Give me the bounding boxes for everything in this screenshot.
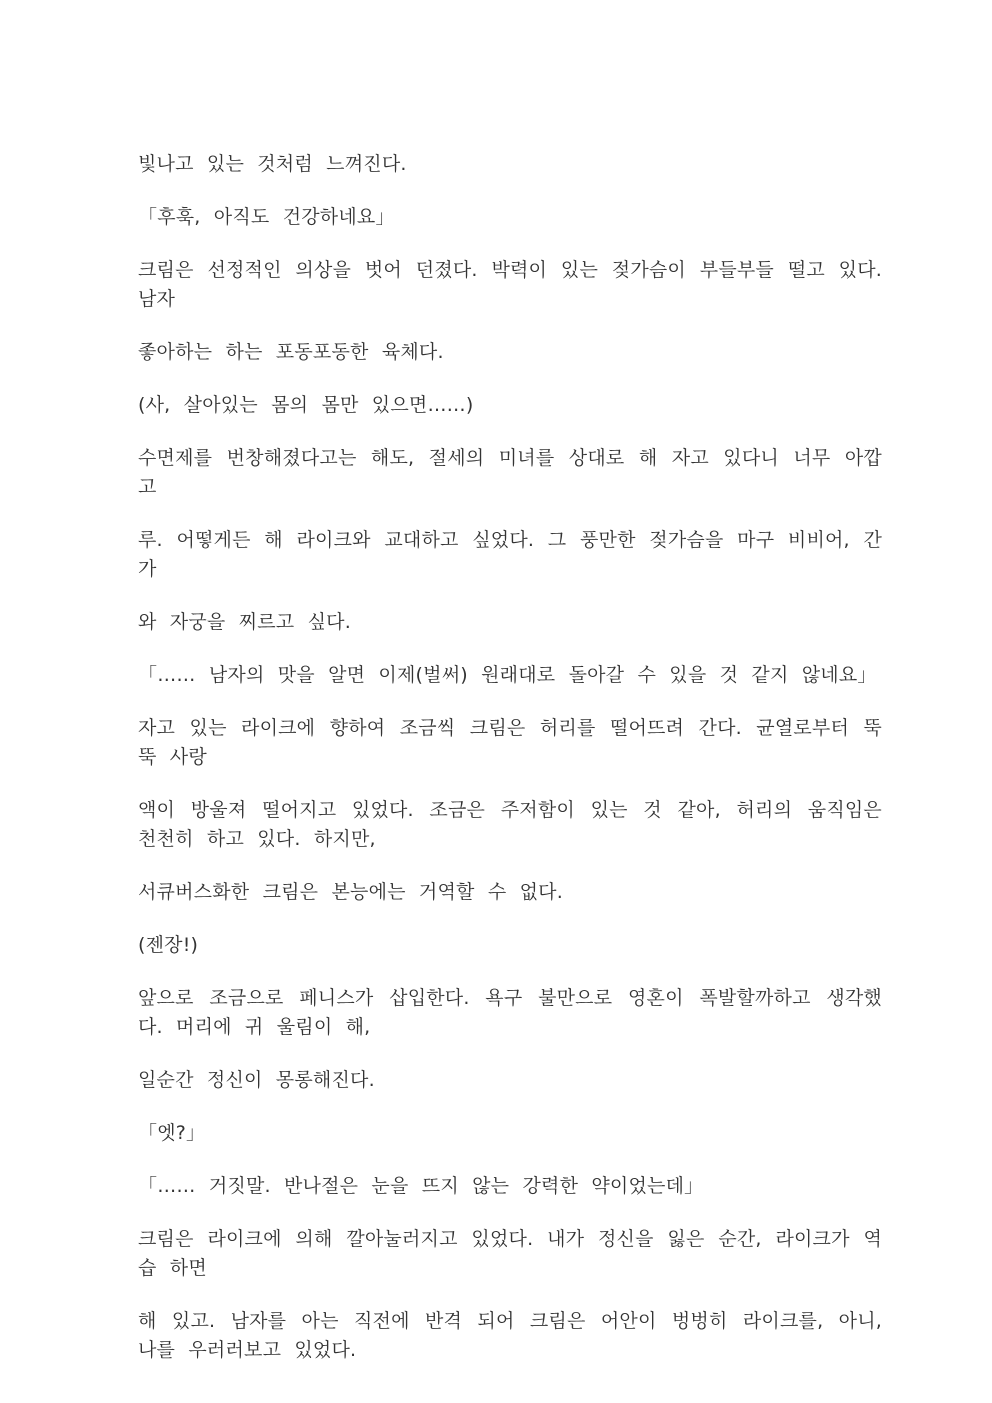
paragraph: 루. 어떻게든 해 라이크와 교대하고 싶었다. 그 풍만한 젖가슴을 마구 비비어, 간가 [138,529,882,580]
paragraph-dialogue: 「…… 남자의 맛을 알면 이제(벌써) 원래대로 돌아갈 수 있을 것 같지 않네요」 [138,664,877,686]
paragraph-thought: (젠장!) [138,934,199,956]
paragraph-dialogue: 「…… 거짓말. 반나절은 눈을 뜨지 않는 강력한 약이었는데」 [138,1175,704,1197]
paragraph-dialogue: 「엣?」 [138,1122,206,1144]
paragraph-thought: (사, 살아있는 몸의 몸만 있으면……) [138,394,474,416]
paragraph: 수면제를 번창해졌다고는 해도, 절세의 미녀를 상대로 해 자고 있다니 너무 아깝고 [138,447,882,498]
paragraph: 일순간 정신이 몽롱해진다. [138,1069,375,1091]
paragraph-dialogue: 「후훅, 아직도 건강하네요」 [138,206,395,228]
paragraph: 와 자궁을 찌르고 싶다. [138,611,351,633]
paragraph: 해 있고. 남자를 아는 직전에 반격 되어 크림은 어안이 벙벙히 라이크를, 아니, 나를 우러러보고 있었다. [138,1310,882,1361]
paragraph: 앞으로 조금으로 페니스가 삽입한다. 욕구 불만으로 영혼이 폭발할까하고 생각했다. 머리에 귀 울림이 해, [138,987,882,1038]
paragraph: 서큐버스화한 크림은 본능에는 거역할 수 없다. [138,881,563,903]
paragraph: 빛나고 있는 것처럼 느껴진다. [138,153,407,175]
paragraph: 자고 있는 라이크에 향하여 조금씩 크림은 허리를 떨어뜨려 간다. 균열로부터 뚝뚝 사랑 [138,717,882,768]
paragraph: 좋아하는 하는 포동포동한 육체다. [138,341,444,363]
paragraph: 액이 방울져 떨어지고 있었다. 조금은 주저함이 있는 것 같아, 허리의 움직임은 천천히 하고 있다. 하지만, [138,799,882,850]
paragraph: 크림은 라이크에 의해 깔아눌러지고 있었다. 내가 정신을 잃은 순간, 라이크가 역습 하면 [138,1228,882,1279]
paragraph: 크림은 선정적인 의상을 벗어 던졌다. 박력이 있는 젖가슴이 부들부들 떨고 있다. 남자 [138,259,882,310]
